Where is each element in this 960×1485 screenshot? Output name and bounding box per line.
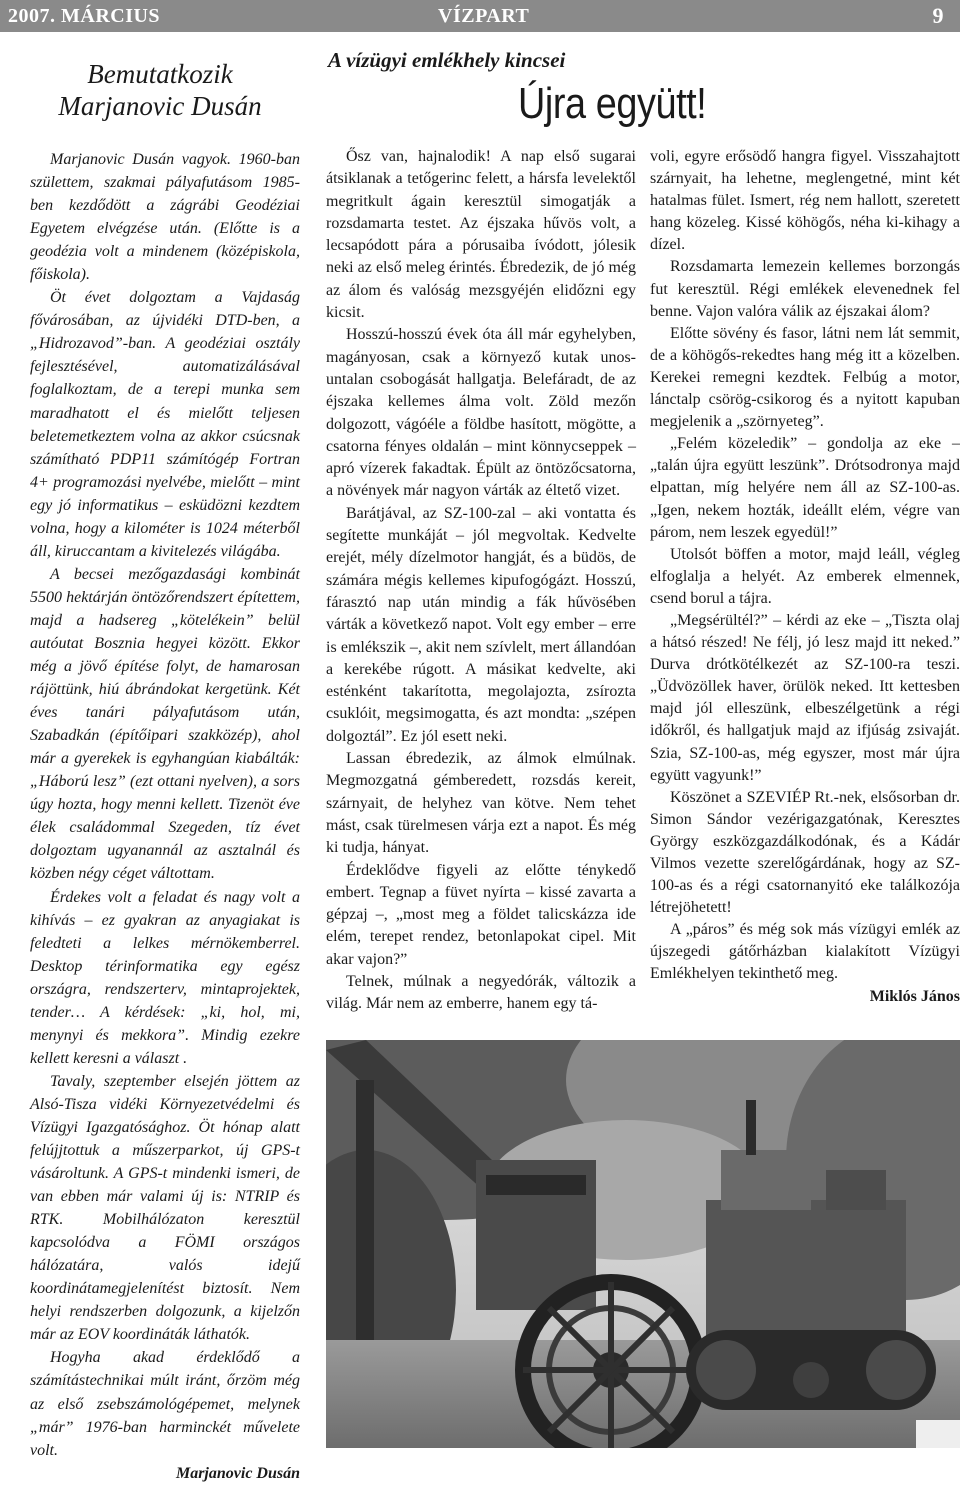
paragraph: Érdekes volt a feladat és nagy volt a kihívás – ez gyakran az anyagiakat is feledteti a lelkes mérnökemberrel. Desktop térinformatika egy egész országra, rendszerterv, mintaprojektek, tender… A kérdések: „ki, hol, mi, menynyi és mekkora”. Mindig ezekre kellett keresni a választ . xyxy=(30,888,300,1067)
paragraph: „Felém közeledik” – gondolja az eke – „talán újra együtt leszünk”. Drótsodronya majd elpattan, míg helyére nem áll az SZ-100-as. „Igen, nekem hozták, ideállt elém, végre van párom, nem leszek egyedül!” xyxy=(650,435,960,541)
paragraph: A „páros” és még sok más vízügyi emlék az újszegedi gátőrházban kialakított Vízügyi Emlékhelyen tekinthető meg. xyxy=(650,921,960,983)
article-column-2 xyxy=(650,146,960,1008)
article-headline: Újra együtt! xyxy=(518,79,707,128)
paragraph: voli, egyre erősödő hangra figyel. Visszahajtott szárnyait, ha lehetne, meglengetné, mint két hatalmas fület. Ismert, rég nem hallott, szeretett hang közeleg. Kissé köhögős, néha ki-kihagy a dízel. xyxy=(650,148,960,254)
author-signature: Miklós János xyxy=(869,987,960,1005)
bemutatkozik-body xyxy=(30,148,300,1485)
bemutatkozik-title-line1: Bemutatkozik xyxy=(87,59,233,89)
tractor-plough-photo xyxy=(326,1040,960,1448)
paragraph: Rozsdamarta lemezein kellemes borzongás fut keresztül. Régi emlékek elevenednek fel benne. Vajon valóra válik az éjszakai álom? xyxy=(650,258,960,320)
paragraph: Barátjával, az SZ-100-zal – aki vontatta és segítette munkáját – jól megvoltak. Kedvelte erejét, mély dízelmotor hangját, és a büdös, de számára mégis kellemes kipufogógázt. Hosszú, fárasztó nap után mindig a fák hűvösében várták a következő napot. Volt egy ember – erre is emlékszik –, akit nem szívlelt, mert állandóan a kerekébe rúgott. A másikat kedvelte, aki esténként takarította, megolajozta, zsírozta csuklóit, megsimogatta, és azt mondta: „szépen dolgoztál”. Ez jól esett neki. xyxy=(326,504,636,745)
bemutatkozik-title-line2: Marjanovic Dusán xyxy=(58,91,262,121)
paragraph: Érdeklődve figyeli az előtte ténykedő embert. Tegnap a füvet nyírta – kissé zavarta a gépzaj –, „most meg a földet talicskázza ide elém, terepet rendez, betonlapokat cipel. Mit akar vajon?” xyxy=(326,861,636,968)
tractor-photo-illustration xyxy=(326,1040,960,1448)
paragraph: Tavaly, szeptember elsején jöttem az Alsó-Tisza vidéki Környezetvédelmi és Vízügyi Igazgatósághoz. Öt hónap alatt felújjtottuk a műszerparkot, új GPS-t vásároltunk. A GPS-t mindenki ismeri, de van ebben már valami új is: NTRIP és RTK. Mobilhálózaton keresztül kapcsolódva a FÖMI országos hálózatára, valós idejű koordinátamegjelenítést biztosít. Nem helyi rendszerben dolgozunk, a kijelzőn már az EOV koordináták láthatók. xyxy=(30,1072,300,1344)
paragraph: Lassan ébredezik, az álmok elmúlnak. Megmozgatná gémberedett, rozsdás kereit, szárnyait, de helyhez van kötve. Nem tehet mást, csak türelmesen várja ezt a napot. És még ki tudja, hányat. xyxy=(326,750,636,857)
paragraph: Utolsót böffen a motor, majd leáll, végleg elfoglalja a helyét. Az emberek elmennek, csend borul a tájra. xyxy=(650,545,960,607)
paragraph: Telnek, múlnak a negyedórák, változik a világ. Már nem az emberre, hanem egy tá- xyxy=(326,972,636,1013)
issue-date: 2007. MÁRCIUS xyxy=(8,5,161,27)
publication-name: VÍZPART xyxy=(438,5,530,27)
article-kicker: A vízügyi emlékhely kincsei xyxy=(328,48,566,72)
paragraph: A becsei mezőgazdasági kombinát 5500 hektárján öntözőrendszert építettem, majd a hadsereg „kötelékein” belül autóutat Bosznia hegyei között. Ekkor még a jövő építése folyt, de hamarosan rájöttünk, hiú ábrándokat kergetünk. Két éves tanári pályafutásom után, Szabadkán (építőipari szakközép), ahol már a gyerekek is egyhangúan kiabálták: „Háború lesz” (ezt ottani nyelven), a sors úgy hozta, hogy menni kellett. Tizenöt éve élek családommal Szegeden, tíz évet dolgoztam ugyanannál az asztalnál és közben négy céget váltottam. xyxy=(30,565,300,883)
page-header xyxy=(0,0,960,32)
paragraph: Ősz van, hajnalodik! A nap első sugarai átsiklanak a tetőgerinc felett, a hársfa levelektől megritkult ágain keresztül simogatják a rozsdamarta testet. Az éjszaka hűvös volt, a lecsapódott pára a pórusaiba ívódott, jólesik neki az első meleg érintés. Ébredezik, de jó még az álom és valóság mezsgyéjén elidőzni egy kicsit. xyxy=(326,148,636,322)
paragraph: Hogyha akad érdeklődő a számítástechnikai múlt iránt, őrzöm még az első zsebszámológépemet, melynek „már” 1976-ban harminckét művelete volt. xyxy=(30,1349,300,1459)
article-column-1 xyxy=(326,146,636,1016)
paragraph: Öt évet dolgoztam a Vajdaság fővárosában, az újvidéki DTD-ben, a „Hidrozavod”-ban. A geodéziai osztály fejlesztésével, automatizálásával foglalkoztam, de a terepi munka sem maradhatott el és mielőtt teljesen beletemetkeztem volna az akkor csúcsnak számítható PDP11 számítógép Fortran 4+ programozási nyelvébe, mielőtt – mint egy jó informatikus – esküdözni kezdtem volna, hogy a kilométer is 1024 méterből áll, kiruccantam a kivitelezés világába. xyxy=(30,289,300,560)
bemutatkozik-title xyxy=(10,58,310,122)
paragraph: Marjanovic Dusán vagyok. 1960-ban születtem, szakmai pályafutásom 1985-ben kezdődött a zágrábi Geodéziai Egyetem elvégzése után. (Előtte is a geodézia volt a mindenem (középiskola, főiskola). xyxy=(30,151,300,284)
paragraph: Hosszú-hosszú évek óta áll már egyhelyben, magányosan, csak a környező kutak unos-untalan csobogását hallgatja. Belefáradt, de az éjszaka kellemes álma volt. Zöld mezőn dolgozott, vágóéle a földbe hasított, mögötte, a csatorna fényes oldalán – mint könnycseppek – apró vízerek fakadtak. Épült az öntözőcsatorna, a növények már nagyon várták az éltető vizet. xyxy=(326,326,636,500)
page-number: 9 xyxy=(932,3,944,28)
paragraph: Előtte sövény és fasor, látni nem lát semmit, de a köhögős-rekedtes hang még itt a közelben. Kerekei remegni kezdtek. Felbúg a motor, lánctalp csörög-csikorog és a nyitott kapuban megjelenik a „szörnyeteg”. xyxy=(650,324,960,431)
paragraph: Köszönet a SZEVIÉP Rt.-nek, elsősorban dr. Simon Sándor vezérigazgatónak, Keresztes György eszközgazdálkodónak, és a Kádár Vilmos vezette szerelőgárdának, hogy az SZ-100-as és a régi csatornanyitó eke találkozója létrejöhetett! xyxy=(650,788,960,917)
paragraph: „Megsérültél?” – kérdi az eke – „Tiszta olaj a hátsó részed! Ne félj, jó lesz majd itt neked.” Durva drótkötélkezét az SZ-100-ra teszi. „Üdvözöllek haver, örülök neked. Itt kettesben majd jól elleszünk, elbeszélgetünk a régi időkről, és hallgatjuk majd az ifjúság zsivaját. Szia, SZ-100-as, még egyszer, most már újra együtt vagyunk!” xyxy=(650,611,960,784)
author-signature: Marjanovic Dusán xyxy=(175,1464,300,1482)
